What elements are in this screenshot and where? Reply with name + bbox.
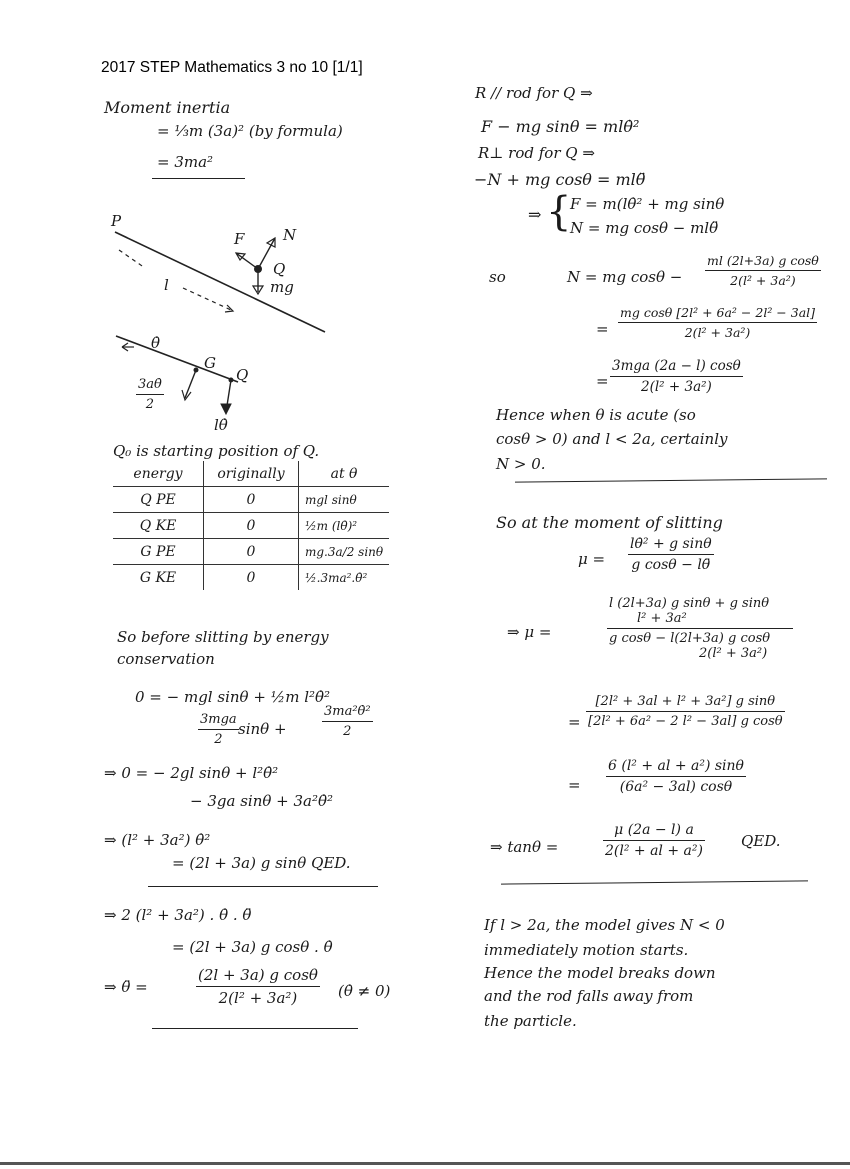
table-header-cell: originally: [204, 461, 299, 487]
table-cell: Q PE: [113, 487, 204, 513]
tan-lhs: ⇒ tanθ =: [490, 838, 559, 856]
mu2-den-b: l(2l+3a) g cosθ: [670, 631, 771, 646]
frac-den: 2(l² + 3a²): [705, 270, 821, 288]
equals-sign: =: [596, 320, 609, 338]
frac-den: 2: [198, 729, 239, 747]
table-cell: G KE: [113, 565, 204, 591]
frac-num: ml (2l+3a) g cosθ: [707, 253, 819, 268]
section-divider: [501, 880, 808, 884]
mu2-num-b: l² + 3a²: [637, 611, 687, 626]
mu2-num-c: + g sinθ: [714, 596, 770, 611]
final-text-4: and the rod falls away from: [484, 987, 694, 1005]
moment-inertia-heading: Moment inertia: [104, 98, 231, 117]
resolve-perp-heading: R⊥ rod for Q ⇒: [478, 144, 595, 162]
energy-eq3-line-1: ⇒ (l² + 3a²) θ̇²: [104, 831, 211, 849]
before-slipping-text-2: conservation: [117, 650, 215, 668]
equals-sign: =: [568, 776, 581, 794]
energy-eq-frac-1: [198, 712, 239, 747]
table-row: [113, 513, 389, 539]
table-header-row: [113, 461, 389, 487]
hence-text-2: cosθ > 0) and l < 2a, certainly: [496, 430, 728, 448]
label-g: G: [204, 354, 216, 372]
g-velocity-arrow: [185, 370, 196, 398]
table-cell: 0: [204, 565, 299, 591]
frac-num: 3ma²θ̇²: [324, 704, 371, 719]
resolve-perp-eq: −N + mg cosθ = mlθ̈: [474, 170, 646, 189]
table-cell: Q KE: [113, 513, 204, 539]
label-l-theta-dot: lθ̇: [214, 416, 228, 434]
normal-eq-3-frac: [610, 358, 743, 395]
underline-divider: [152, 178, 245, 179]
energy-eq-line-2: sinθ +: [238, 720, 287, 738]
slipping-heading: So at the moment of slitting: [496, 513, 723, 532]
section-divider: [515, 478, 827, 482]
page-header-title: 2017 STEP Mathematics 3 no 10 [1/1]: [101, 59, 363, 76]
label-q: Q: [273, 260, 286, 278]
frac-den: 2(l² + al + a²): [603, 840, 705, 859]
frac-num: (2l + 3a) g cosθ: [198, 966, 318, 984]
table-header-cell: at θ: [299, 461, 390, 487]
normal-eq-1-frac: [705, 253, 821, 288]
table-cell: G PE: [113, 539, 204, 565]
table-cell: ½.3ma².θ̇²: [299, 565, 390, 591]
normal-eq-1-lhs: N = mg cosθ −: [567, 268, 683, 286]
table-cell: mg.3a/2 sinθ: [299, 539, 390, 565]
label-p: P: [111, 212, 122, 230]
table-cell: 0: [204, 513, 299, 539]
final-text-5: the particle.: [484, 1012, 577, 1030]
tan-qed: QED.: [741, 832, 781, 850]
frac-num: 6 (l² + al + a²) sinθ: [608, 758, 744, 774]
table-header-cell: energy: [113, 461, 204, 487]
diff-eq-line-1: ⇒ 2 (l² + 3a²) . θ̇ . θ̈: [104, 906, 252, 924]
frac-den: [2l² + 6a² − 2 l² − 3al] g cosθ: [586, 711, 785, 729]
length-l-arrow: [119, 250, 145, 268]
system-f-eq: F = m(lθ̇² + mg sinθ: [570, 195, 725, 213]
label-l: l: [164, 276, 169, 294]
frac-den: 2(l² + 3a²): [618, 322, 817, 340]
mu2-den-c: 2(l² + 3a²): [699, 646, 768, 661]
section-divider: [148, 886, 378, 887]
table-row: [113, 539, 389, 565]
frac-num: μ (2a − l) a: [614, 822, 694, 838]
frac-den: 2(l² + 3a²): [196, 986, 320, 1007]
label-q-2: Q: [236, 366, 249, 384]
table-row: [113, 565, 389, 591]
label-f: F: [234, 230, 245, 248]
g-speed-num: 3aθ̇: [138, 377, 162, 392]
label-n: N: [283, 226, 297, 244]
energy-table: [113, 461, 389, 590]
force-f-arrow: [236, 253, 258, 269]
rod-force-diagram: [105, 210, 345, 340]
frac-den: [607, 628, 793, 661]
mu2-den-a: g cosθ −: [609, 631, 667, 646]
mu-1-lhs: μ =: [578, 550, 606, 568]
frac-num: lθ̇² + g sinθ: [630, 536, 712, 552]
mu-2-frac: [607, 596, 793, 661]
label-mg: mg: [270, 278, 294, 296]
frac-den: 2(l² + 3a²): [610, 376, 743, 395]
rod-velocity-diagram: [110, 330, 270, 440]
g-speed-fraction: [136, 377, 164, 412]
moi-result-line: = 3ma²: [157, 153, 214, 171]
table-cell: ½m (lθ̇)²: [299, 513, 390, 539]
length-l-arrow-2: [183, 288, 231, 310]
mu-1-frac: [628, 536, 714, 573]
frac-den: g cosθ − lθ̈: [628, 554, 714, 573]
so-label: so: [489, 268, 506, 286]
final-text-2: immediately motion starts.: [484, 941, 689, 959]
diff-eq-line-2: = (2l + 3a) g cosθ . θ̇: [172, 938, 333, 956]
hence-text-3: N > 0.: [496, 455, 546, 473]
resolve-parallel-heading: R // rod for Q ⇒: [475, 84, 593, 102]
scan-edge-line: [0, 1162, 850, 1165]
equals-sign: =: [596, 372, 609, 390]
tan-frac: [603, 822, 705, 859]
theta-ddot-lhs: ⇒ θ̈ =: [104, 978, 148, 996]
rod-line-2: [116, 336, 238, 382]
final-text-3: Hence the model breaks down: [484, 964, 716, 982]
table-row: [113, 487, 389, 513]
mu-2-lhs: ⇒ μ =: [507, 623, 552, 641]
frac-den: (6a² − 3al) cosθ: [606, 776, 746, 795]
frac-num: [2l² + 3al + l² + 3a²] g sinθ: [595, 694, 776, 709]
energy-eq2-line-1: ⇒ 0 = − 2gl sinθ + l²θ̇²: [104, 764, 279, 782]
frac-num: 3mga (2a − l) cosθ: [612, 358, 741, 374]
system-brace: {: [546, 189, 572, 235]
frac-num: [607, 596, 793, 628]
system-n-eq: N = mg cosθ − mlθ̈: [570, 219, 719, 237]
table-cell: 0: [204, 539, 299, 565]
q0-description: Q₀ is starting position of Q.: [113, 442, 320, 460]
energy-eq2-line-2: − 3ga sinθ + 3a²θ̇²: [190, 792, 334, 810]
table-cell: mgl sinθ: [299, 487, 390, 513]
energy-eq-line-1: 0 = − mgl sinθ + ½m l²θ̇²: [135, 688, 331, 706]
theta-ddot-fraction: [196, 966, 320, 1007]
table-cell: 0: [204, 487, 299, 513]
energy-eq3-line-2: = (2l + 3a) g sinθ QED.: [172, 854, 351, 872]
normal-eq-2-frac: [618, 305, 817, 340]
mu-4-frac: [606, 758, 746, 795]
mu2-num-a: l (2l+3a) g sinθ: [609, 596, 711, 611]
section-divider: [152, 1028, 358, 1029]
before-slipping-text-1: So before slitting by energy: [117, 628, 329, 646]
final-text-1: If l > 2a, the model gives N < 0: [484, 916, 725, 934]
mu-3-frac: [586, 694, 785, 729]
hence-text-1: Hence when θ is acute (so: [496, 406, 696, 424]
theta-dot-condition: (θ̇ ≠ 0): [338, 982, 391, 1000]
frac-num: mg cosθ [2l² + 6a² − 2l² − 3al]: [620, 305, 816, 320]
equals-sign: =: [568, 713, 581, 731]
g-speed-den: 2: [136, 394, 164, 412]
moi-formula-line: = ⅓m (3a)² (by formula): [157, 122, 343, 140]
frac-den: 2: [322, 721, 373, 739]
label-theta-dot: θ̇: [151, 334, 161, 352]
energy-eq-frac-2: [322, 704, 373, 739]
system-arrow: ⇒: [528, 205, 542, 224]
frac-num: 3mga: [200, 712, 237, 727]
resolve-parallel-eq: F − mg sinθ = mlθ̇²: [481, 117, 640, 136]
